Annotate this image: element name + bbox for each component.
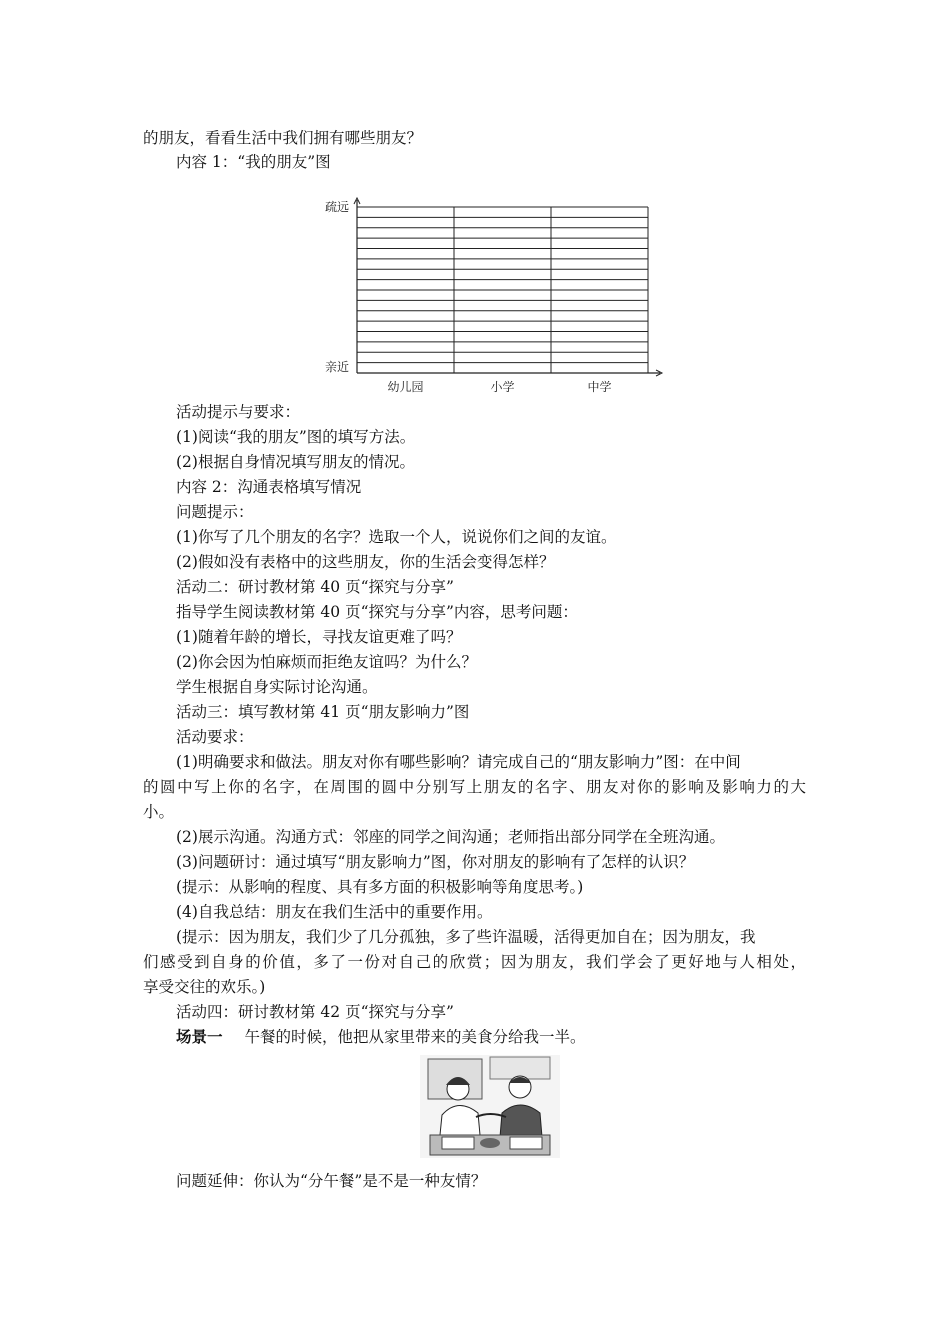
scene-line: [0, 1026, 950, 1048]
text-line: 问题提示：: [176, 503, 254, 521]
x-tick-label: 幼儿园: [387, 380, 424, 394]
text-line: (2)展示沟通。沟通方式：邻座的同学之间沟通；老师指出部分同学在全班沟通。: [176, 828, 725, 846]
section-heading: 活动三：填写教材第 41 页“朋友影响力”图: [176, 703, 470, 721]
text-line: 学生根据自身实际讨论沟通。: [176, 678, 378, 696]
scene-label: 场景一: [176, 1027, 223, 1046]
y-axis-top-label: 疏远: [325, 200, 350, 214]
text-line: 指导学生阅读教材第 40 页“探究与分享”内容，思考问题：: [176, 603, 578, 621]
y-axis-bottom-label: 亲近: [325, 360, 350, 374]
text-line: (1)阅读“我的朋友”图的填写方法。: [176, 428, 416, 446]
x-tick-label: 中学: [587, 380, 612, 394]
text-line: 的圆中写上你的名字，在周围的圆中分别写上朋友的名字、朋友对你的影响及影响力的大: [143, 778, 806, 796]
text-line: 活动要求：: [176, 728, 254, 746]
text-line: (2)假如没有表格中的这些朋友，你的生活会变得怎样？: [176, 553, 555, 571]
text-line: (3)问题研讨：通过填写“朋友影响力”图，你对朋友的影响有了怎样的认识？: [176, 853, 695, 871]
text-line: (提示：因为朋友，我们少了几分孤独，多了些许温暖，活得更加自在；因为朋友，我: [176, 928, 756, 946]
scene-text: 午餐的时候，他把从家里带来的美食分给我一半。: [244, 1028, 586, 1046]
text-line: 小。: [143, 803, 175, 821]
text-line: (提示：从影响的程度、具有多方面的积极影响等角度思考。): [176, 878, 584, 896]
text-line: (1)明确要求和做法。朋友对你有哪些影响？请完成自己的“朋友影响力”图：在中间: [176, 753, 741, 771]
text-line: (4)自我总结：朋友在我们生活中的重要作用。: [176, 903, 493, 921]
text-line: (2)你会因为怕麻烦而拒绝友谊吗？为什么？: [176, 653, 477, 671]
section-heading: 活动二：研讨教材第 40 页“探究与分享”: [176, 578, 454, 596]
section-heading: 内容 1：“我的朋友”图: [176, 153, 331, 171]
text-line: 问题延伸：你认为“分午餐”是不是一种友情？: [176, 1172, 487, 1190]
section-heading: 活动四：研讨教材第 42 页“探究与分享”: [176, 1003, 454, 1021]
my-friends-chart: [315, 190, 675, 400]
text-line: (1)你写了几个朋友的名字？选取一个人，说说你们之间的友谊。: [176, 528, 617, 546]
lunch-sharing-illustration: [420, 1055, 560, 1158]
section-heading: 内容 2：沟通表格填写情况: [176, 478, 362, 496]
text-line: 享受交往的欢乐。): [143, 978, 266, 996]
text-line: 们感受到自身的价值，多了一份对自己的欣赏；因为朋友，我们学会了更好地与人相处，: [143, 953, 806, 971]
text-line: 的朋友，看看生活中我们拥有哪些朋友？: [143, 129, 423, 147]
text-line: (1)随着年龄的增长，寻找友谊更难了吗？: [176, 628, 462, 646]
text-line: (2)根据自身情况填写朋友的情况。: [176, 453, 415, 471]
chart-grid: [354, 198, 662, 376]
text-line: 活动提示与要求：: [176, 403, 301, 421]
x-tick-label: 小学: [490, 380, 515, 394]
